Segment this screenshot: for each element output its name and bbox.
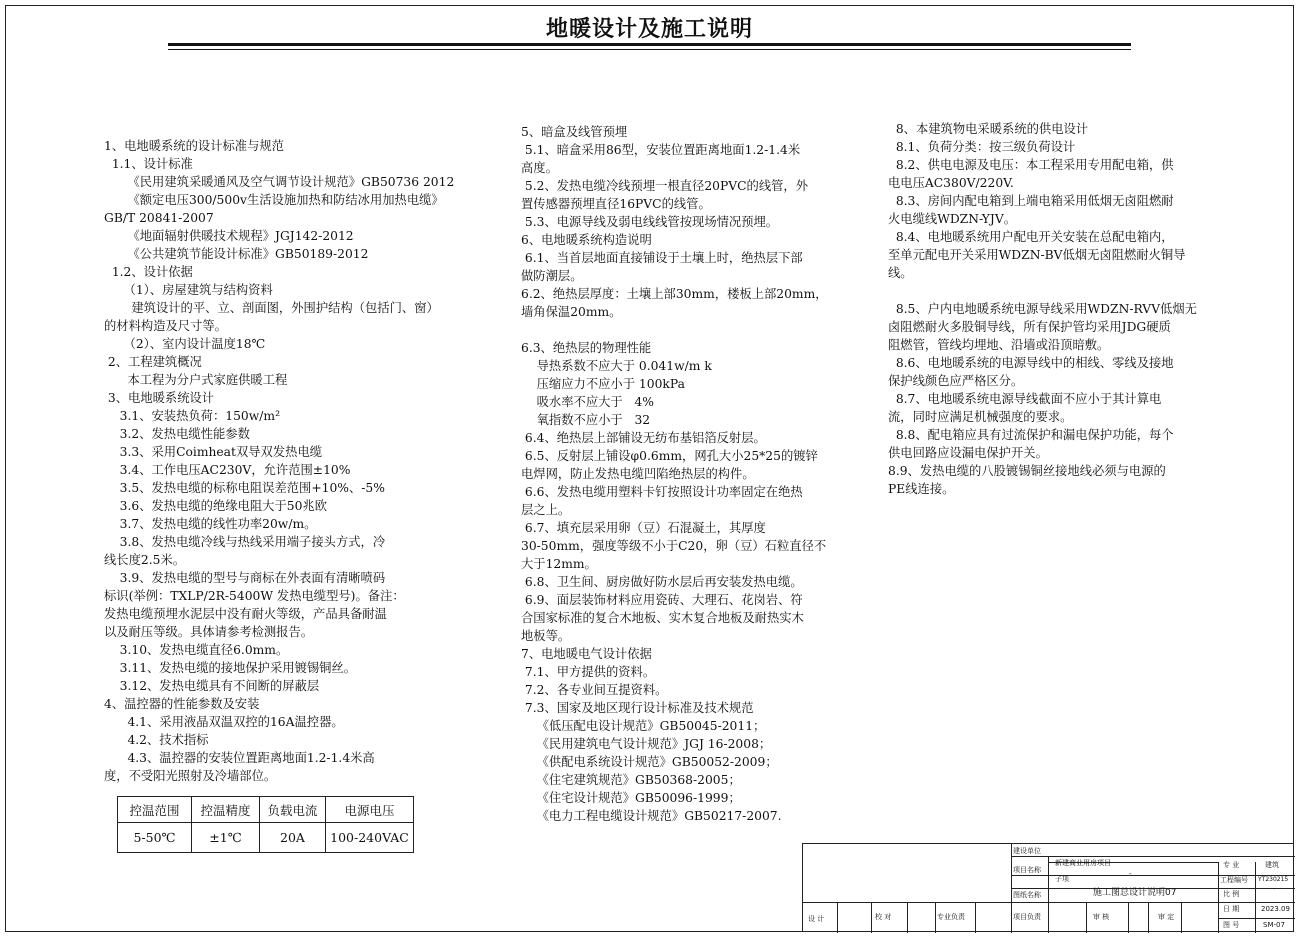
note-line: 3.3、采用Coimheat双导双发热电缆: [104, 445, 323, 459]
review-label: 审 核: [1093, 913, 1110, 921]
note-line: PE线连接。: [888, 482, 955, 496]
project-name-label: 项目名称: [1013, 866, 1041, 874]
note-line: 3.6、发热电缆的绝缘电阻大于50兆欧: [104, 499, 327, 513]
note-line: 3.2、发热电缆性能参数: [104, 427, 250, 441]
note-line: 以及耐压等级。具体请参考检测报告。: [104, 625, 314, 639]
note-line: 3.11、发热电缆的接地保护采用镀锡铜丝。: [104, 661, 357, 675]
note-line: 大于12mm。: [521, 557, 597, 571]
note-line: 高度。: [521, 161, 558, 175]
note-line: 吸水率不应大于 4%: [521, 395, 654, 409]
note-line: 《额定电压300/500v生活设施加热和防结冰用加热电缆》: [104, 193, 444, 207]
note-line: 8.9、发热电缆的八股镀锡铜丝接地线必须与电源的: [888, 464, 1166, 478]
drawing-no-label: 图 号: [1223, 921, 1240, 929]
notes-column-2: [521, 123, 828, 825]
note-line: 4、温控器的性能参数及安装: [104, 697, 260, 711]
note-line: 标识(举例：TXLP/2R-5400W 发热电缆型号)。备注：: [104, 589, 405, 603]
spec-header: 控温范围: [118, 797, 192, 823]
note-line: 电焊网，防止发热电缆凹陷绝热层的构件。: [521, 467, 755, 481]
discipline-head-label: 专业负责: [937, 913, 965, 921]
discipline-label: 专 业: [1223, 861, 1240, 869]
note-line: 卤阻燃耐火多股铜导线，所有保护管均采用JDG硬质: [888, 320, 1171, 334]
note-line: 5.1、暗盒采用86型，安装位置距离地面1.2-1.4米: [521, 143, 801, 157]
note-line: 8.7、电地暖系统电源导线截面不应小于其计算电: [888, 392, 1162, 406]
note-line: 建筑设计的平、立、剖面图，外围护结构（包括门、窗）: [104, 301, 439, 315]
note-line: 3.12、发热电缆具有不间断的屏蔽层: [104, 679, 320, 693]
project-name-value: 新建商业用房项目: [1055, 859, 1111, 867]
drawing-no-value: SM-07: [1263, 921, 1285, 929]
page-title: 地暖设计及施工说明: [545, 17, 753, 42]
spec-value: ±1℃: [192, 823, 260, 853]
note-line: 阻燃管，管线均埋地、沿墙或沿顶暗敷。: [888, 338, 1110, 352]
note-line: 3.8、发热电缆冷线与热线采用端子接头方式，冷: [104, 535, 386, 549]
note-line: GB/T 20841-2007: [104, 211, 214, 225]
note-line: 保护线颜色应严格区分。: [888, 374, 1024, 388]
note-line: 1、电地暖系统的设计标准与规范: [104, 139, 284, 153]
spec-value: 100-240VAC: [326, 823, 414, 853]
note-line: 墙角保温20mm。: [521, 305, 622, 319]
note-line: 30-50mm，强度等级不小于C20，卵（豆）石粒直径不: [521, 539, 827, 553]
construction-unit-label: 建设单位: [1013, 847, 1041, 855]
spec-header: 负载电流: [260, 797, 326, 823]
note-line: 7.2、各专业间互提资料。: [521, 683, 668, 697]
note-line: 6.4、绝热层上部铺设无纺布基铝箔反射层。: [521, 431, 766, 445]
note-line: 8.2、供电电源及电压：本工程采用专用配电箱，供: [888, 158, 1174, 172]
note-line: 的材料构造及尺寸等。: [104, 319, 227, 333]
subitem-value: -: [1129, 870, 1132, 878]
note-line: 8.4、电地暖系统用户配电开关安装在总配电箱内，: [888, 230, 1174, 244]
note-line: 合国家标准的复合木地板、实木复合地板及耐热实木: [521, 611, 804, 625]
note-line: 3.4、工作电压AC230V，允许范围±10%: [104, 463, 351, 477]
note-line: 3.9、发热电缆的型号与商标在外表面有清晰喷码: [104, 571, 386, 585]
note-line: 7.3、国家及地区现行设计标准及技术规范: [521, 701, 754, 715]
note-line: 《供配电系统设计规范》GB50052-2009；: [521, 755, 778, 769]
note-line: 火电缆线WDZN-YJV。: [888, 212, 1017, 226]
notes-column-1: [104, 137, 454, 785]
drawing-name-label: 图纸名称: [1013, 891, 1041, 899]
scale-value: -: [1273, 885, 1276, 893]
note-line: 6、电地暖系统构造说明: [521, 233, 652, 247]
check-label: 校 对: [875, 913, 892, 921]
note-line: 地板等。: [521, 629, 571, 643]
drawing-name-value: 施工图总设计说明07: [1093, 888, 1177, 898]
note-line: 供电回路应设漏电保护开关。: [888, 446, 1048, 460]
note-line: 流，同时应满足机械强度的要求。: [888, 410, 1073, 424]
subitem-label: 子项: [1055, 875, 1069, 883]
note-line: 氧指数不应小于 32: [521, 413, 651, 427]
note-line: 做防潮层。: [521, 269, 583, 283]
note-line: 置传感器预埋直径16PVC的线管。: [521, 197, 711, 211]
note-line: 层之上。: [521, 503, 571, 517]
note-line: 6.5、反射层上铺设φ0.6mm，网孔大小25*25的镀锌: [521, 449, 818, 463]
note-line: 《电力工程电缆设计规范》GB50217-2007.: [521, 809, 782, 823]
spec-header: 电源电压: [326, 797, 414, 823]
note-line: 《地面辐射供暖技术规程》JGJ142-2012: [104, 229, 354, 243]
date-value: 2023.09: [1261, 905, 1290, 913]
note-line: （2）、室内设计温度18℃: [104, 337, 266, 351]
project-no-value: YT230215: [1258, 876, 1289, 883]
note-line: 5.3、电源导线及弱电线线管按现场情况预埋。: [521, 215, 779, 229]
note-line: 4.1、采用液晶双温双控的16A温控器。: [104, 715, 344, 729]
note-line: 5、暗盒及线管预埋: [521, 125, 628, 139]
note-line: 6.2、绝热层厚度：土壤上部30mm，楼板上部20mm，: [521, 287, 828, 301]
note-line: 8.3、房间内配电箱到上端电箱采用低烟无卤阻燃耐: [888, 194, 1174, 208]
note-line: 8.6、电地暖系统的电源导线中的相线、零线及接地: [888, 356, 1174, 370]
note-line: （1）、房屋建筑与结构资料: [104, 283, 273, 297]
note-line: 度，不受阳光照射及冷墙部位。: [104, 769, 277, 783]
scale-label: 比 例: [1223, 890, 1240, 898]
note-line: 8、本建筑物电采暖系统的供电设计: [888, 122, 1089, 136]
note-line: 《民用建筑电气设计规范》JGJ 16-2008；: [521, 737, 772, 751]
note-line: [521, 321, 828, 339]
note-line: 《住宅建筑规范》GB50368-2005；: [521, 773, 741, 787]
note-line: 至单元配电开关采用WDZN-BV低烟无卤阻燃耐火铜导: [888, 248, 1186, 262]
title-underline-thin: [168, 49, 1131, 50]
note-line: 线长度2.5米。: [104, 553, 186, 567]
note-line: 电电压AC380V/220V.: [888, 176, 1014, 190]
note-line: 线。: [888, 266, 913, 280]
note-line: [888, 282, 1197, 300]
note-line: 导热系数不应大于 0.041w/m k: [521, 359, 712, 373]
title-underline-thick: [168, 43, 1131, 46]
note-line: 1.1、设计标准: [104, 157, 193, 171]
notes-column-3: [888, 120, 1197, 498]
note-line: 6.8、卫生间、厨房做好防水层后再安装发热电缆。: [521, 575, 803, 589]
note-line: 8.1、负荷分类：按三级负荷设计: [888, 140, 1076, 154]
note-line: 2、工程建筑概况: [104, 355, 202, 369]
project-no-label: 工程编号: [1220, 876, 1248, 884]
note-line: 7.1、甲方提供的资料。: [521, 665, 656, 679]
note-line: 3.1、安装热负荷：150w/m²: [104, 409, 280, 423]
note-line: 8.5、户内电地暖系统电源导线采用WDZN-RVV低烟无: [888, 302, 1197, 316]
note-line: 3、电地暖系统设计: [104, 391, 215, 405]
note-line: 1.2、设计依据: [104, 265, 193, 279]
approve-label: 审 定: [1158, 913, 1175, 921]
title-block: [802, 843, 1294, 932]
thermostat-spec-table: [117, 796, 414, 853]
spec-header: 控温精度: [192, 797, 260, 823]
note-line: 《低压配电设计规范》GB50045-2011；: [521, 719, 766, 733]
spec-value: 5-50℃: [118, 823, 192, 853]
design-label: 设 计: [808, 915, 825, 923]
note-line: 发热电缆预埋水泥层中没有耐火等级，产品具备耐温: [104, 607, 387, 621]
note-line: 7、电地暖电气设计依据: [521, 647, 652, 661]
note-line: 《民用建筑采暖通风及空气调节设计规范》GB50736 2012: [104, 175, 455, 189]
date-label: 日 期: [1223, 905, 1240, 913]
discipline-value: 建筑: [1265, 861, 1279, 869]
note-line: 5.2、发热电缆冷线预埋一根直径20PVC的线管，外: [521, 179, 809, 193]
note-line: 压缩应力不应小于 100kPa: [521, 377, 685, 391]
note-line: 6.7、填充层采用卵（豆）石混凝土，其厚度: [521, 521, 766, 535]
note-line: 3.7、发热电缆的线性功率20w/m。: [104, 517, 317, 531]
note-line: 本工程为分户式家庭供暖工程: [104, 373, 288, 387]
note-line: 4.2、技术指标: [104, 733, 209, 747]
note-line: 6.1、当首层地面直接铺设于土壤上时，绝热层下部: [521, 251, 803, 265]
note-line: 6.9、面层装饰材料应用瓷砖、大理石、花岗岩、符: [521, 593, 803, 607]
note-line: 3.5、发热电缆的标称电阻误差范围+10%、-5%: [104, 481, 385, 495]
note-line: 6.6、发热电缆用塑料卡钉按照设计功率固定在绝热: [521, 485, 803, 499]
note-line: 8.8、配电箱应具有过流保护和漏电保护功能，每个: [888, 428, 1174, 442]
note-line: 3.10、发热电缆直径6.0mm。: [104, 643, 289, 657]
note-line: 《公共建筑节能设计标准》GB50189-2012: [104, 247, 369, 261]
project-head-label: 项目负责: [1013, 913, 1041, 921]
note-line: 《住宅设计规范》GB50096-1999；: [521, 791, 741, 805]
note-line: 4.3、温控器的安装位置距离地面1.2-1.4米高: [104, 751, 375, 765]
note-line: 6.3、绝热层的物理性能: [521, 341, 652, 355]
spec-value: 20A: [260, 823, 326, 853]
